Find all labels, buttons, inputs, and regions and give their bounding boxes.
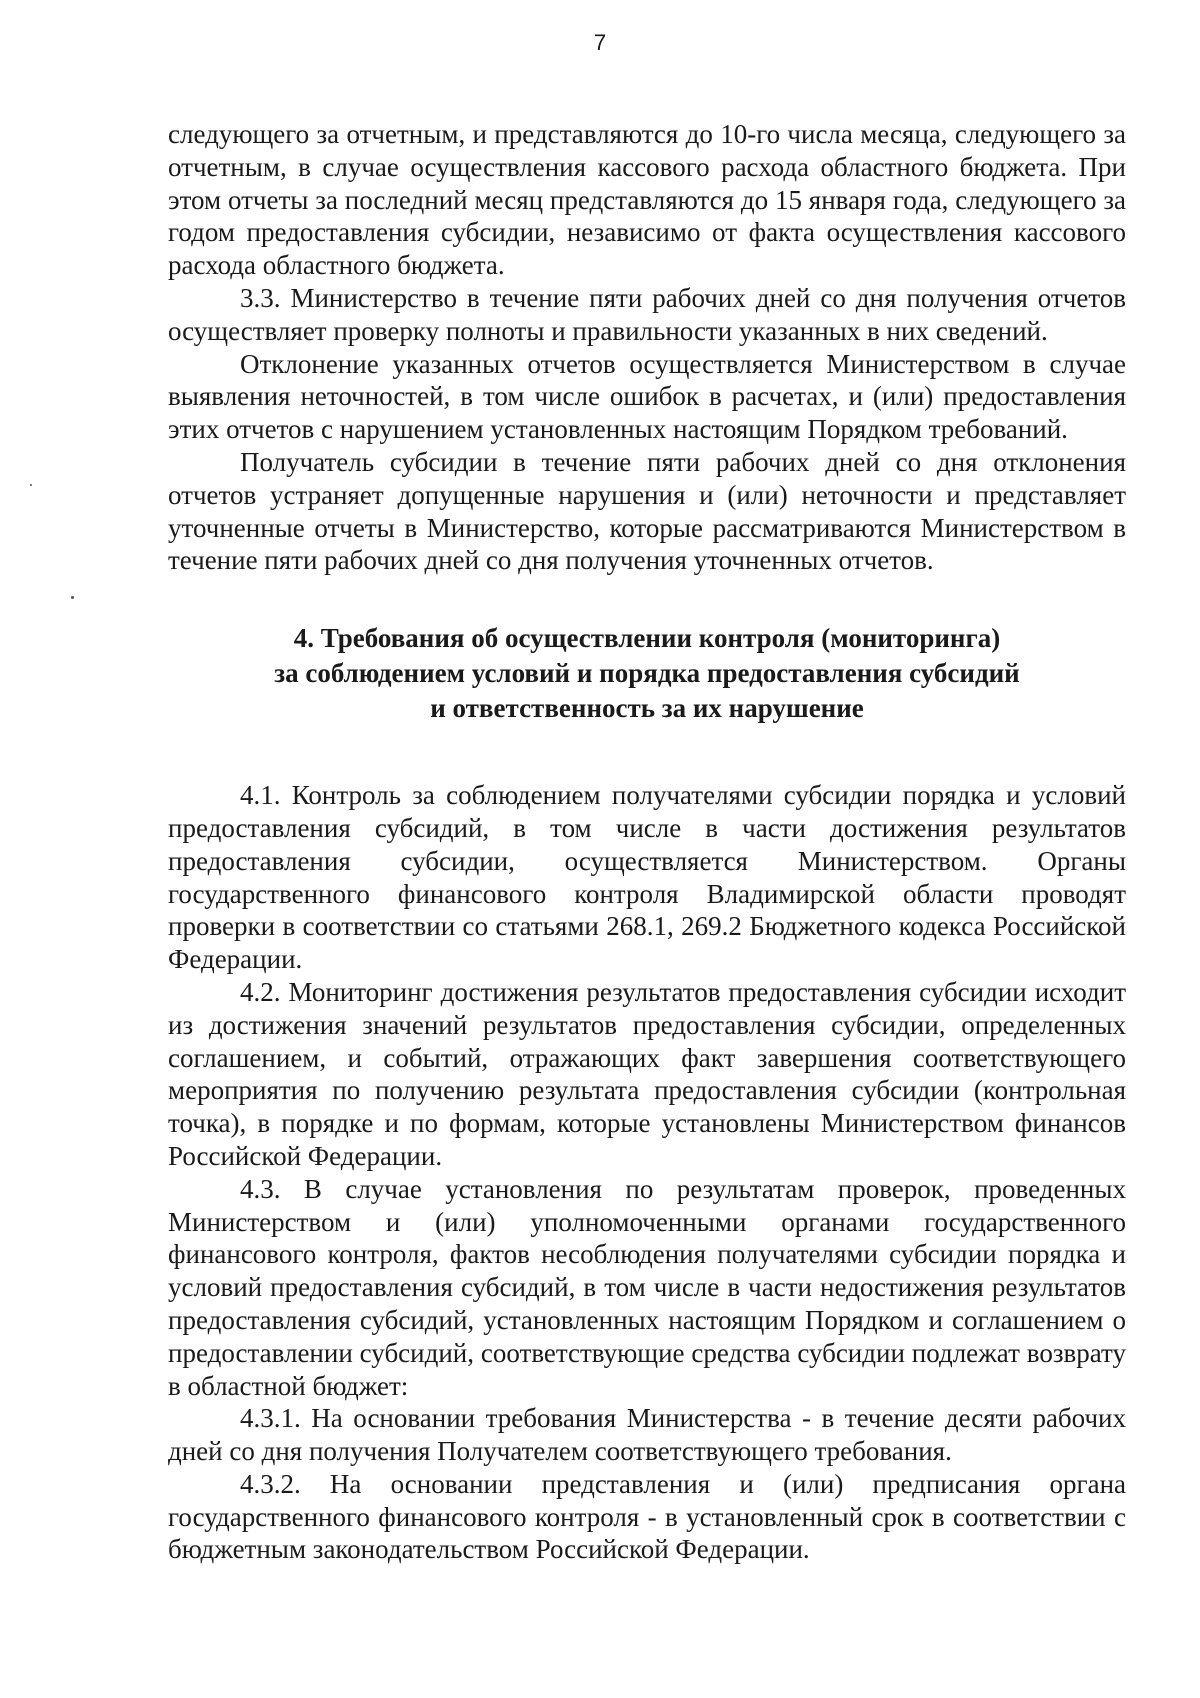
section-4-heading [168,621,1126,726]
scan-speck [71,596,74,599]
heading-line: и ответственность за их нарушение [430,693,864,724]
document-body [168,118,1126,1566]
paragraph-recipient-correction: Получатель субсидии в течение пяти рабочих дней со дня отклонения отчетов устраняет допущенные нарушения и (или) неточности и представляет уточненные отчеты в Министерство, которые рассматриваются Министерством в течение пяти рабочих дней со дня получения уточненных отчетов. [168,446,1126,576]
scan-speck [30,484,32,486]
heading-line: 4. Требования об осуществлении контроля (мониторинга) [293,623,1001,654]
paragraph-rejection: Отклонение указанных отчетов осуществляется Министерством в случае выявления неточностей, в том числе ошибок в расчетах, и (или) предоставления этих отчетов с нарушением установленных настоящим Порядком требований. [168,348,1126,445]
heading-line: за соблюдением условий и порядка предоставления субсидий [274,658,1020,689]
paragraph-4-1: 4.1. Контроль за соблюдением получателями субсидии порядка и условий предоставления субсидий, в том числе в части достижения результатов предоставления субсидии, осуществляется Министерством. Органы государственного финансового контроля Владимирской области проводят проверки в соответствии со статьями 268.1, 269.2 Бюджетного кодекса Российской Федерации. [168,780,1126,975]
paragraph-4-3-2: 4.3.2. На основании представления и (или) предписания органа государственного финансового контроля - в установленный срок в соответствии с бюджетным законодательством Российской Федерации. [168,1468,1126,1565]
paragraph-4-3: 4.3. В случае установления по результатам проверок, проведенных Министерством и (или) уполномоченными органами государственного финансового контроля, фактов несоблюдения получателями субсидии порядка и условий предоставления субсидий, в том числе в части недостижения результатов предоставления субсидий, установленных настоящим Порядком и соглашением о предоставлении субсидий, соответствующие средства субсидии подлежат возврату в областной бюджет: [168,1173,1126,1401]
paragraph-4-2: 4.2. Мониторинг достижения результатов предоставления субсидии исходит из достижения значений результатов предоставления субсидии, определенных соглашением, и событий, отражающих факт завершения соответствующего мероприятия по получению результата предоставления субсидии (контрольная точка), в порядке и по формам, которые установлены Министерством финансов Российской Федерации. [168,976,1126,1171]
page-number: 7 [593,30,607,55]
paragraph-continuation: следующего за отчетным, и представляются до 10-го числа месяца, следующего за отчетным, в случае осуществления кассового расхода областного бюджета. При этом отчеты за последний месяц представляются до 15 января года, следующего за годом предоставления субсидии, независимо от факта осуществления кассового расхода областного бюджета. [168,119,1126,281]
paragraph-3-3: 3.3. Министерство в течение пяти рабочих дней со дня получения отчетов осуществляет проверку полноты и правильности указанных в них сведений. [168,282,1126,346]
paragraph-4-3-1: 4.3.1. На основании требования Министерства - в течение десяти рабочих дней со дня получения Получателем соответствующего требования. [168,1403,1126,1467]
